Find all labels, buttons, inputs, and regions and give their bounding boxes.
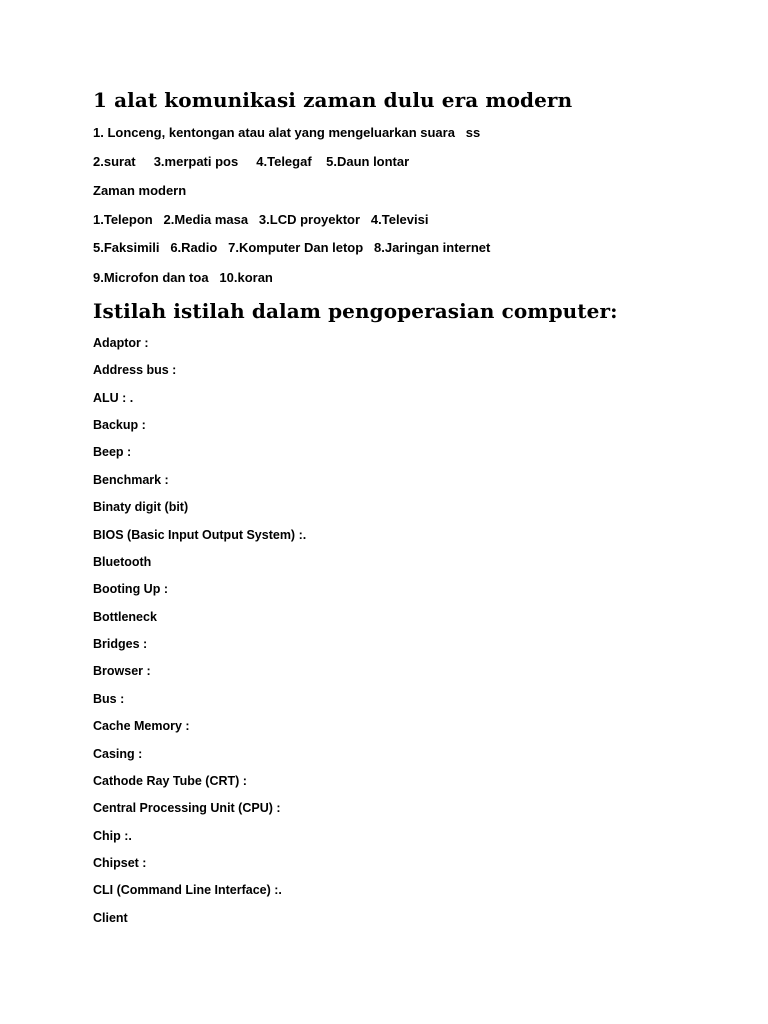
term-item: Chipset : xyxy=(93,856,147,870)
term-item: Adaptor : xyxy=(93,336,149,350)
text-line: 5.Faksimili 6.Radio 7.Komputer Dan letop 8.Jaringan internet xyxy=(93,240,491,255)
term-item: Binaty digit (bit) xyxy=(93,500,189,514)
term-item: Chip :. xyxy=(93,829,132,843)
term-item: Benchmark : xyxy=(93,473,169,487)
text-line: 9.Microfon dan toa 10.koran xyxy=(93,270,273,285)
term-item: BIOS (Basic Input Output System) :. xyxy=(93,528,307,542)
term-item: Bluetooth xyxy=(93,555,152,569)
section-heading-communication: 1 alat komunikasi zaman dulu era modern xyxy=(93,88,573,112)
term-item: CLI (Command Line Interface) :. xyxy=(93,883,282,897)
section-heading-computer-terms: Istilah istilah dalam pengoperasian computer: xyxy=(93,299,618,323)
term-item: ALU : . xyxy=(93,391,134,405)
term-item: Bottleneck xyxy=(93,610,157,624)
text-line: 1. Lonceng, kentongan atau alat yang mengeluarkan suara ss xyxy=(93,125,481,140)
term-item: Cathode Ray Tube (CRT) : xyxy=(93,774,247,788)
term-item: Address bus : xyxy=(93,363,177,377)
term-item: Client xyxy=(93,911,128,925)
term-item: Central Processing Unit (CPU) : xyxy=(93,801,281,815)
term-item: Bus : xyxy=(93,692,125,706)
text-line: 1.Telepon 2.Media masa 3.LCD proyektor 4.Televisi xyxy=(93,212,429,227)
term-item: Cache Memory : xyxy=(93,719,190,733)
text-line: Zaman modern xyxy=(93,183,187,198)
text-line: 2.surat 3.merpati pos 4.Telegaf 5.Daun lontar xyxy=(93,154,410,169)
term-item: Bridges : xyxy=(93,637,148,651)
term-item: Backup : xyxy=(93,418,146,432)
term-item: Booting Up : xyxy=(93,582,168,596)
term-item: Beep : xyxy=(93,445,132,459)
term-item: Casing : xyxy=(93,747,143,761)
term-item: Browser : xyxy=(93,664,151,678)
